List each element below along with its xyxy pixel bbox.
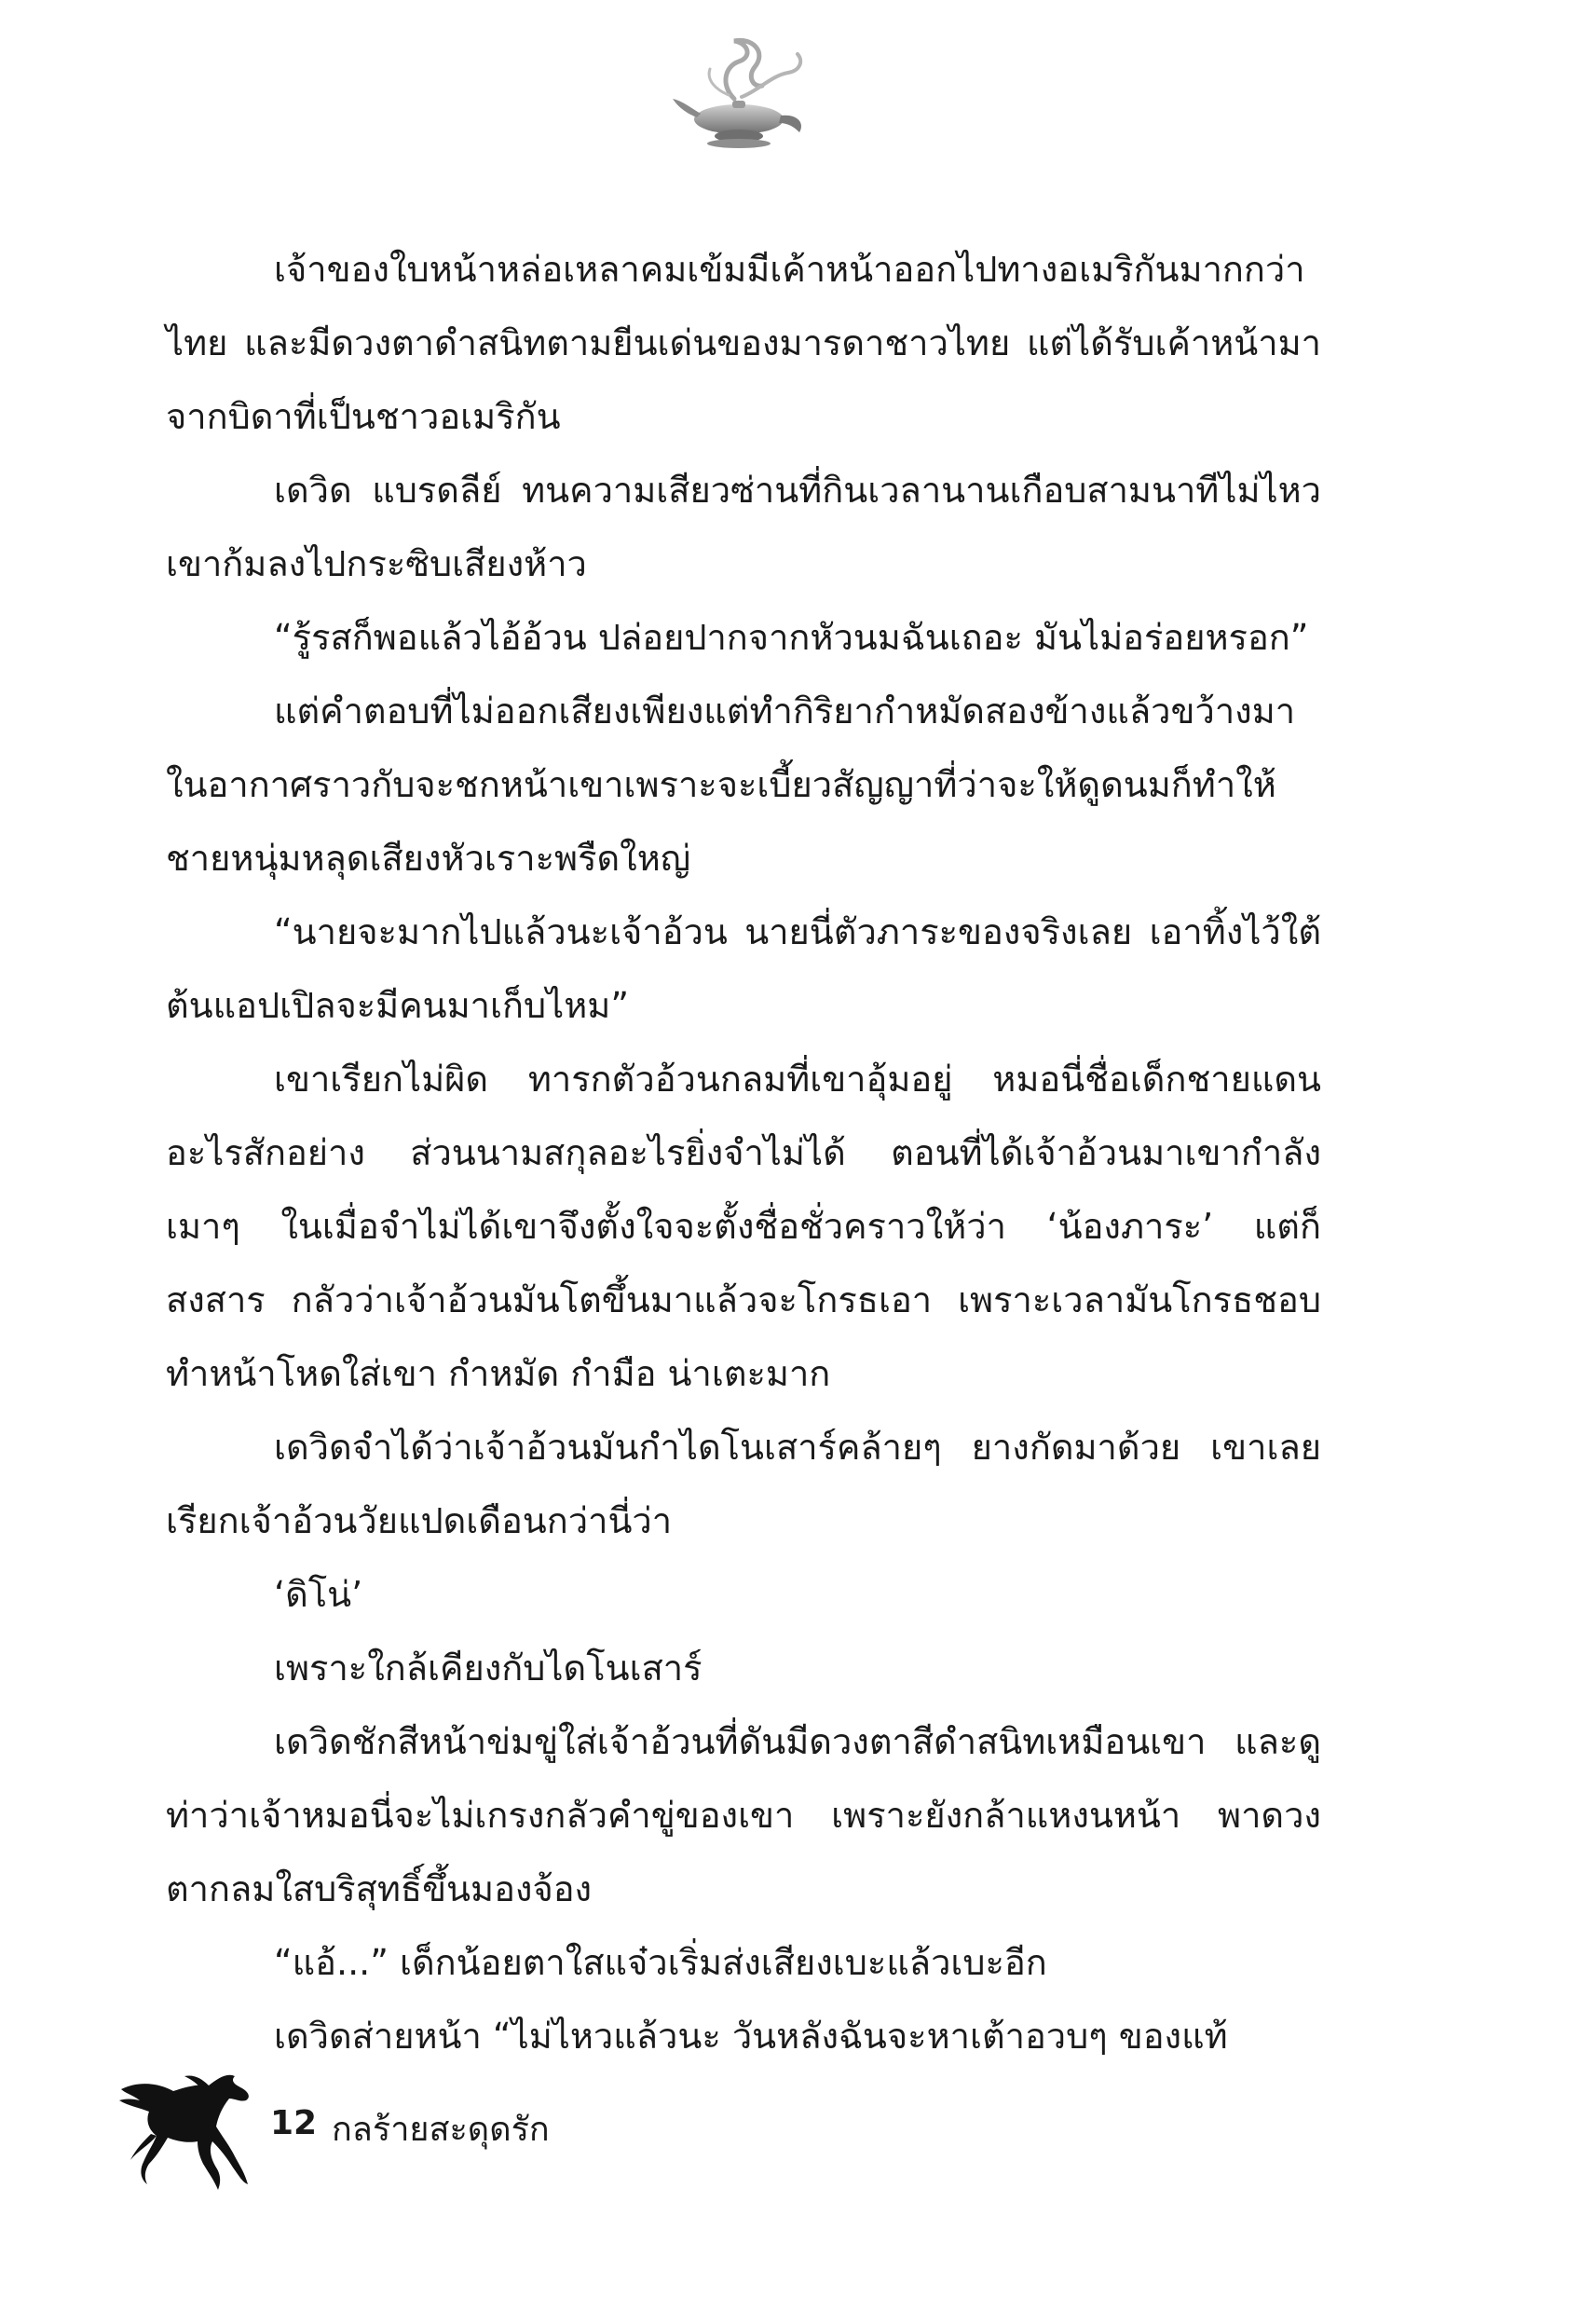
page-footer xyxy=(112,2059,671,2208)
horse-icon xyxy=(112,2059,270,2199)
paragraph: เจ้าของใบหน้าหล่อเหลาคมเข้มมีเค้าหน้าออกไปทางอเมริกันมากกว่าไทย และมีดวงตาดำสนิทตามยีนเด่นของมารดาชาวไทย แต่ได้รับเค้าหน้ามาจากบิดาที่เป็นชาวอเมริกัน xyxy=(166,249,1321,437)
paragraph: ‘ดิโน่’ xyxy=(274,1574,363,1615)
paragraph: เดวิดจำได้ว่าเจ้าอ้วนมันกำไดโนเสาร์คล้ายๆ ยางกัดมาด้วย เขาเลยเรียกเจ้าอ้วนวัยแปดเดือนกว่านี่ว่า xyxy=(166,1427,1321,1541)
book-title: กลร้ายสะดุดรัก xyxy=(332,2111,550,2149)
page-number: 12 xyxy=(270,2104,318,2142)
paragraph: แต่คำตอบที่ไม่ออกเสียงเพียงแต่ทำกิริยากำหมัดสองข้างแล้วขว้างมาในอากาศราวกับจะชกหน้าเขาเพราะจะเบี้ยวสัญญาที่ว่าจะให้ดูดนมก็ทำให้ชายหนุ่มหลุดเสียงหัวเราะพรืดใหญ่ xyxy=(166,691,1296,879)
genie-lamp-icon xyxy=(669,34,809,155)
page-body-text xyxy=(166,233,1321,2073)
paragraph: เดวิดชักสีหน้าข่มขู่ใส่เจ้าอ้วนที่ดันมีดวงตาสีดำสนิทเหมือนเขา และดูท่าว่าเจ้าหมอนี่จะไม่เกรงกลัวคำขู่ของเขา เพราะยังกล้าแหงนหน้า พาดวงตากลมใสบริสุทธิ์ขึ้นมองจ้อง xyxy=(166,1721,1321,1909)
paragraph: เดวิดส่ายหน้า “ไม่ไหวแล้วนะ วันหลังฉันจะหาเต้าอวบๆ ของแท้ xyxy=(274,2016,1228,2057)
paragraph: เขาเรียกไม่ผิด ทารกตัวอ้วนกลมที่เขาอุ้มอยู่ หมอนี่ชื่อเด็กชายแดนอะไรสักอย่าง ส่วนนามสกุลอะไรยิ่งจำไม่ได้ ตอนที่ได้เจ้าอ้วนมาเขากำลังเมาๆ ในเมื่อจำไม่ได้เขาจึงตั้งใจจะตั้งชื่อชั่วคราวให้ว่า ‘น้องภาระ’ แต่ก็สงสาร กลัวว่าเจ้าอ้วนมันโตขึ้นมาแล้วจะโกรธเอา เพราะเวลามันโกรธชอบทำหน้าโหดใส่เขา กำหมัด กำมือ น่าเตะมาก xyxy=(166,1059,1321,1394)
paragraph: “แอ้...” เด็กน้อยตาใสแจ๋วเริ่มส่งเสียงเบะแล้วเบะอีก xyxy=(274,1942,1047,1983)
paragraph: เดวิด แบรดลีย์ ทนความเสียวซ่านที่กินเวลานานเกือบสามนาทีไม่ไหว เขาก้มลงไปกระซิบเสียงห้าว xyxy=(166,470,1321,584)
paragraph: “นายจะมากไปแล้วนะเจ้าอ้วน นายนี่ตัวภาระของจริงเลย เอาทิ้งไว้ใต้ต้นแอปเปิลจะมีคนมาเก็บไหม” xyxy=(166,911,1321,1026)
paragraph: เพราะใกล้เคียงกับไดโนเสาร์ xyxy=(274,1648,703,1689)
paragraph: “รู้รสก็พอแล้วไอ้อ้วน ปล่อยปากจากหัวนมฉันเถอะ มันไม่อร่อยหรอก” xyxy=(274,617,1309,658)
